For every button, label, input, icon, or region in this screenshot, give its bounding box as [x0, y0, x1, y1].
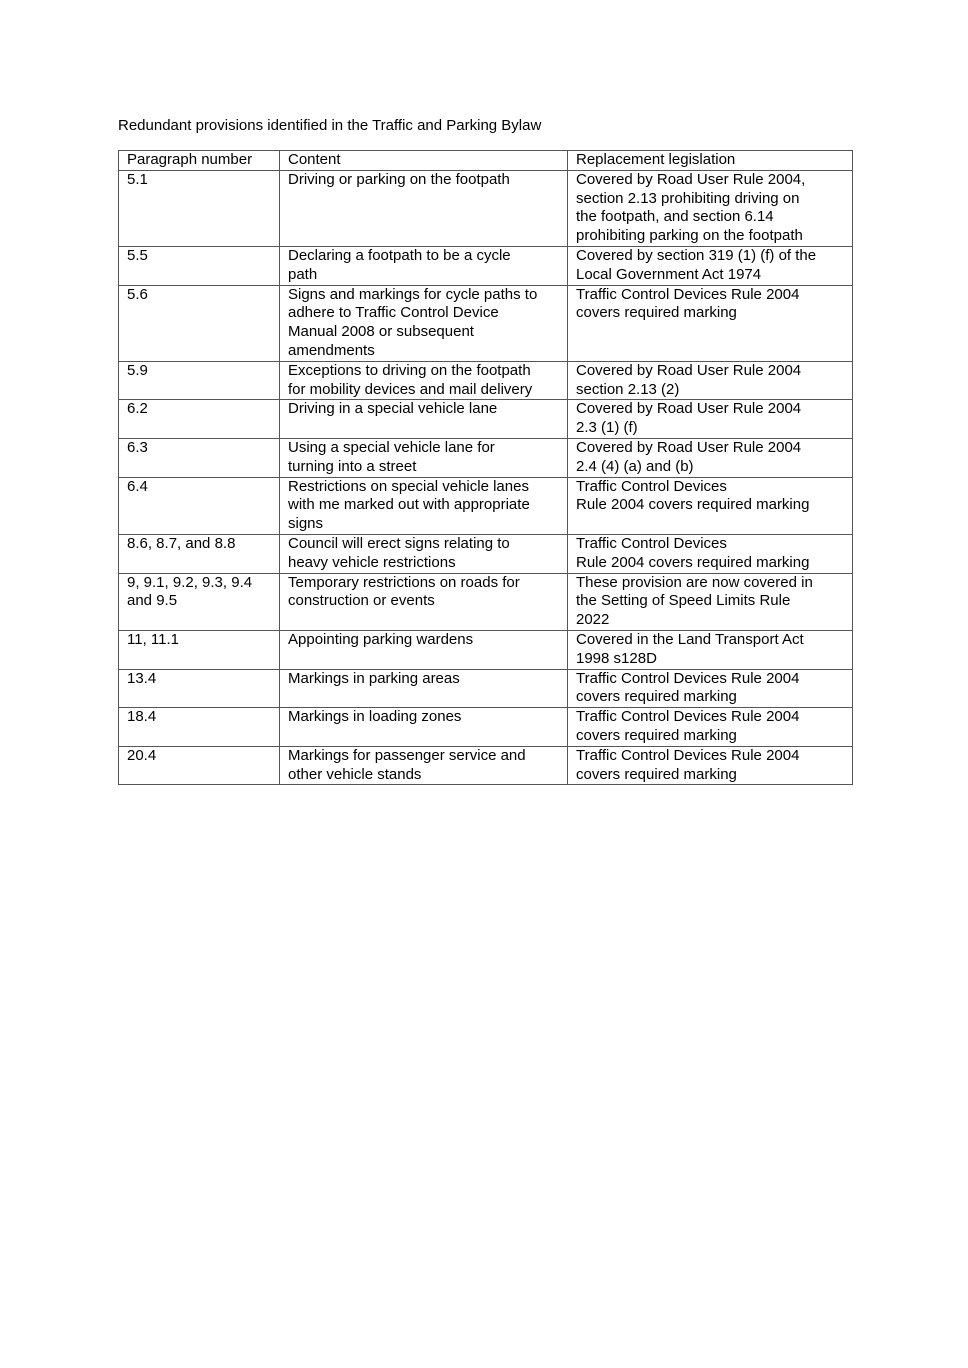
- replacement-legislation-cell: Traffic Control Devices Rule 2004 covers required marking: [568, 477, 853, 534]
- header-content: Content: [280, 151, 568, 171]
- paragraph-number-cell: 9, 9.1, 9.2, 9.3, 9.4 and 9.5: [119, 573, 280, 630]
- table-row: [119, 630, 853, 669]
- replacement-legislation-cell: Traffic Control Devices Rule 2004 covers required marking: [568, 534, 853, 573]
- table-row: [119, 170, 853, 246]
- paragraph-number-cell: 11, 11.1: [119, 630, 280, 669]
- content-cell: Exceptions to driving on the footpath for mobility devices and mail delivery: [280, 361, 568, 400]
- content-cell: Temporary restrictions on roads for construction or events: [280, 573, 568, 630]
- replacement-legislation-cell: Traffic Control Devices Rule 2004 covers required marking: [568, 746, 853, 785]
- content-cell: Restrictions on special vehicle lanes with me marked out with appropriate signs: [280, 477, 568, 534]
- table-row: [119, 534, 853, 573]
- paragraph-number-cell: 5.1: [119, 170, 280, 246]
- replacement-legislation-cell: Covered by Road User Rule 2004 section 2.13 (2): [568, 361, 853, 400]
- replacement-legislation-cell: Traffic Control Devices Rule 2004 covers required marking: [568, 708, 853, 747]
- replacement-legislation-cell: Covered by Road User Rule 2004 2.3 (1) (f): [568, 400, 853, 439]
- paragraph-number-cell: 18.4: [119, 708, 280, 747]
- table-row: [119, 285, 853, 361]
- paragraph-number-cell: 8.6, 8.7, and 8.8: [119, 534, 280, 573]
- paragraph-number-cell: 20.4: [119, 746, 280, 785]
- table-row: [119, 361, 853, 400]
- table-row: [119, 746, 853, 785]
- table-row: [119, 477, 853, 534]
- content-cell: Signs and markings for cycle paths to adhere to Traffic Control Device Manual 2008 or subsequent amendments: [280, 285, 568, 361]
- paragraph-number-cell: 6.4: [119, 477, 280, 534]
- header-paragraph-number: Paragraph number: [119, 151, 280, 171]
- replacement-legislation-cell: These provision are now covered in the Setting of Speed Limits Rule 2022: [568, 573, 853, 630]
- replacement-legislation-cell: Covered in the Land Transport Act 1998 s128D: [568, 630, 853, 669]
- content-cell: Markings for passenger service and other vehicle stands: [280, 746, 568, 785]
- content-cell: Using a special vehicle lane for turning into a street: [280, 438, 568, 477]
- document-title: Redundant provisions identified in the Traffic and Parking Bylaw: [118, 117, 542, 134]
- replacement-legislation-cell: Covered by section 319 (1) (f) of the Local Government Act 1974: [568, 246, 853, 285]
- header-replacement-legislation: Replacement legislation: [568, 151, 853, 171]
- replacement-legislation-cell: Covered by Road User Rule 2004 2.4 (4) (a) and (b): [568, 438, 853, 477]
- content-cell: Markings in loading zones: [280, 708, 568, 747]
- content-cell: Markings in parking areas: [280, 669, 568, 708]
- table-header-row: [119, 151, 853, 171]
- content-cell: Declaring a footpath to be a cycle path: [280, 246, 568, 285]
- table-row: [119, 438, 853, 477]
- table-row: [119, 246, 853, 285]
- paragraph-number-cell: 13.4: [119, 669, 280, 708]
- paragraph-number-cell: 5.9: [119, 361, 280, 400]
- replacement-legislation-cell: Traffic Control Devices Rule 2004 covers required marking: [568, 669, 853, 708]
- paragraph-number-cell: 5.6: [119, 285, 280, 361]
- paragraph-number-cell: 6.3: [119, 438, 280, 477]
- content-cell: Council will erect signs relating to heavy vehicle restrictions: [280, 534, 568, 573]
- table-row: [119, 400, 853, 439]
- table-row: [119, 669, 853, 708]
- paragraph-number-cell: 6.2: [119, 400, 280, 439]
- content-cell: Driving or parking on the footpath: [280, 170, 568, 246]
- content-cell: Driving in a special vehicle lane: [280, 400, 568, 439]
- content-cell: Appointing parking wardens: [280, 630, 568, 669]
- table-row: [119, 708, 853, 747]
- replacement-legislation-cell: Covered by Road User Rule 2004, section 2.13 prohibiting driving on the footpath, and section 6.14 prohibiting parking on the footpath: [568, 170, 853, 246]
- redundant-provisions-table: [118, 150, 853, 785]
- table-row: [119, 573, 853, 630]
- paragraph-number-cell: 5.5: [119, 246, 280, 285]
- replacement-legislation-cell: Traffic Control Devices Rule 2004 covers required marking: [568, 285, 853, 361]
